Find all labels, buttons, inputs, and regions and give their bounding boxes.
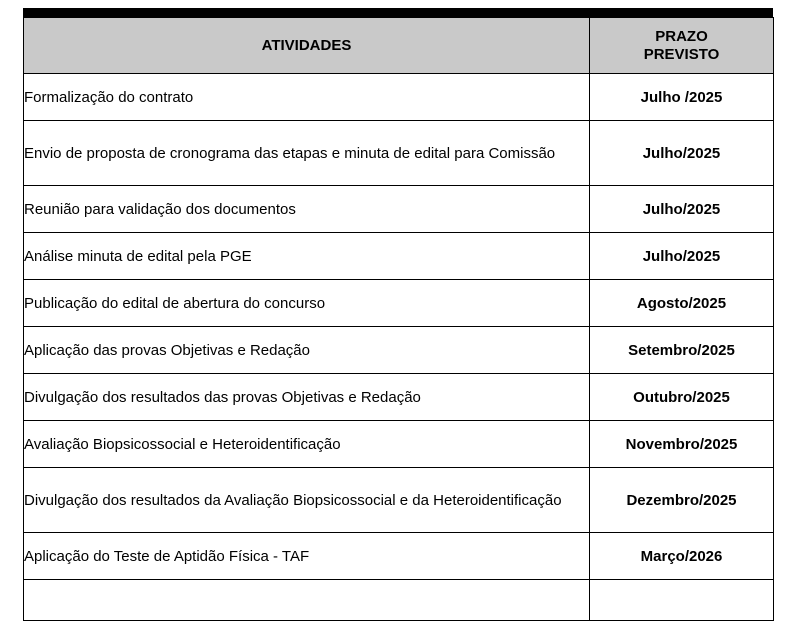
activity-cell: Envio de proposta de cronograma das etapas e minuta de edital para Comissão <box>24 121 590 186</box>
deadline-cell: Setembro/2025 <box>590 327 774 374</box>
table-row <box>24 327 774 374</box>
deadline-cell-empty <box>590 580 774 621</box>
deadline-cell: Julho/2025 <box>590 233 774 280</box>
table-row-partial <box>24 580 774 621</box>
activity-cell: Publicação do edital de abertura do concurso <box>24 280 590 327</box>
activity-cell: Divulgação dos resultados da Avaliação Biopsicossocial e da Heteroidentificação <box>24 468 590 533</box>
activity-cell: Formalização do contrato <box>24 74 590 121</box>
table-row <box>24 74 774 121</box>
header-deadline <box>590 18 774 74</box>
table-row <box>24 421 774 468</box>
deadline-cell: Julho /2025 <box>590 74 774 121</box>
activity-cell: Avaliação Biopsicossocial e Heteroidentificação <box>24 421 590 468</box>
activity-cell: Aplicação do Teste de Aptidão Física - TAF <box>24 533 590 580</box>
activity-cell: Divulgação dos resultados das provas Objetivas e Redação <box>24 374 590 421</box>
header-deadline-line1: PRAZO <box>655 27 708 45</box>
deadline-cell: Julho/2025 <box>590 186 774 233</box>
activity-cell: Análise minuta de edital pela PGE <box>24 233 590 280</box>
activity-cell-empty <box>24 580 590 621</box>
deadline-cell: Outubro/2025 <box>590 374 774 421</box>
header-row <box>24 18 774 74</box>
deadline-cell: Março/2026 <box>590 533 774 580</box>
header-deadline-line2: PREVISTO <box>643 45 720 63</box>
table-row <box>24 121 774 186</box>
activity-cell: Aplicação das provas Objetivas e Redação <box>24 327 590 374</box>
schedule-table <box>23 17 774 621</box>
table-row <box>24 533 774 580</box>
deadline-cell: Novembro/2025 <box>590 421 774 468</box>
table-row <box>24 186 774 233</box>
deadline-cell: Agosto/2025 <box>590 280 774 327</box>
table-row <box>24 374 774 421</box>
deadline-cell: Julho/2025 <box>590 121 774 186</box>
table-row <box>24 280 774 327</box>
deadline-cell: Dezembro/2025 <box>590 468 774 533</box>
header-activities: ATIVIDADES <box>24 18 590 74</box>
table-row <box>24 233 774 280</box>
activity-cell: Reunião para validação dos documentos <box>24 186 590 233</box>
table-row <box>24 468 774 533</box>
